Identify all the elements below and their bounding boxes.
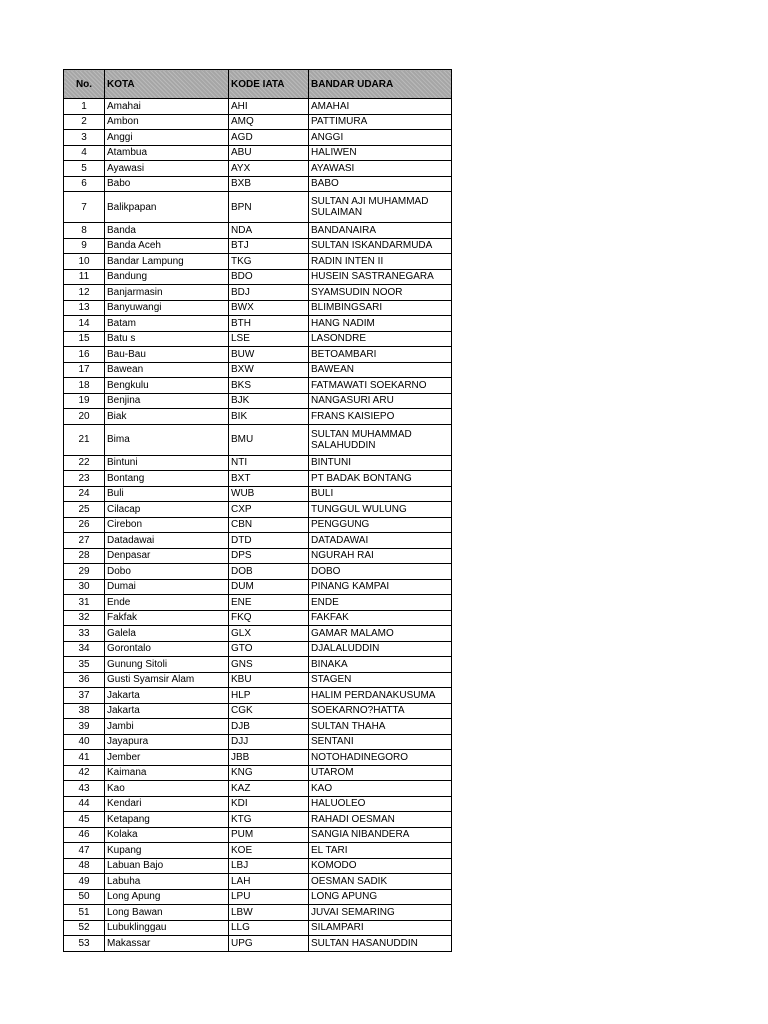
cell-kota: Labuan Bajo [105, 858, 229, 874]
table-row [64, 192, 452, 223]
cell-bandar-udara: AMAHAI [309, 99, 452, 115]
cell-kota: Datadawai [105, 533, 229, 549]
cell-no: 51 [64, 905, 105, 921]
cell-no: 52 [64, 920, 105, 936]
cell-bandar-udara: FRANS KAISIEPO [309, 409, 452, 425]
table-row [64, 874, 452, 890]
cell-kode-iata: BWX [229, 300, 309, 316]
table-row [64, 533, 452, 549]
cell-kode-iata: GTO [229, 641, 309, 657]
table-row [64, 905, 452, 921]
cell-no: 53 [64, 936, 105, 952]
cell-kota: Dumai [105, 579, 229, 595]
cell-kode-iata: DJJ [229, 734, 309, 750]
cell-bandar-udara: PINANG KAMPAI [309, 579, 452, 595]
cell-kode-iata: LLG [229, 920, 309, 936]
cell-bandar-udara: PATTIMURA [309, 114, 452, 130]
table-row [64, 161, 452, 177]
table-row [64, 285, 452, 301]
cell-kode-iata: LPU [229, 889, 309, 905]
cell-kode-iata: KOE [229, 843, 309, 859]
cell-kode-iata: UPG [229, 936, 309, 952]
table-row [64, 145, 452, 161]
cell-bandar-udara: PENGGUNG [309, 517, 452, 533]
cell-kota: Cirebon [105, 517, 229, 533]
cell-kode-iata: TKG [229, 254, 309, 270]
cell-bandar-udara: ANGGI [309, 130, 452, 146]
table-row [64, 347, 452, 363]
table-row [64, 889, 452, 905]
cell-kota: Biak [105, 409, 229, 425]
header-row [64, 70, 452, 99]
cell-no: 35 [64, 657, 105, 673]
table-row [64, 626, 452, 642]
cell-bandar-udara: UTAROM [309, 765, 452, 781]
cell-no: 31 [64, 595, 105, 611]
cell-bandar-udara: LASONDRE [309, 331, 452, 347]
cell-bandar-udara: BLIMBINGSARI [309, 300, 452, 316]
table-row [64, 564, 452, 580]
cell-bandar-udara: OESMAN SADIK [309, 874, 452, 890]
cell-kode-iata: AYX [229, 161, 309, 177]
cell-bandar-udara: KOMODO [309, 858, 452, 874]
cell-kode-iata: BMU [229, 424, 309, 455]
cell-kode-iata: FKQ [229, 610, 309, 626]
cell-bandar-udara: JUVAI SEMARING [309, 905, 452, 921]
table-row [64, 641, 452, 657]
table-row [64, 424, 452, 455]
cell-bandar-udara: BINAKA [309, 657, 452, 673]
cell-kota: Batu s [105, 331, 229, 347]
cell-bandar-udara: STAGEN [309, 672, 452, 688]
table-row [64, 579, 452, 595]
cell-kota: Amahai [105, 99, 229, 115]
cell-kota: Benjina [105, 393, 229, 409]
cell-bandar-udara: SOEKARNO?HATTA [309, 703, 452, 719]
cell-kota: Jember [105, 750, 229, 766]
cell-no: 8 [64, 223, 105, 239]
cell-no: 6 [64, 176, 105, 192]
cell-kota: Galela [105, 626, 229, 642]
cell-kode-iata: PUM [229, 827, 309, 843]
cell-kota: Kao [105, 781, 229, 797]
cell-kode-iata: KAZ [229, 781, 309, 797]
cell-kode-iata: LBJ [229, 858, 309, 874]
cell-kota: Fakfak [105, 610, 229, 626]
cell-no: 48 [64, 858, 105, 874]
cell-no: 22 [64, 455, 105, 471]
cell-no: 36 [64, 672, 105, 688]
table-row [64, 610, 452, 626]
cell-bandar-udara: TUNGGUL WULUNG [309, 502, 452, 518]
cell-no: 49 [64, 874, 105, 890]
cell-no: 17 [64, 362, 105, 378]
cell-kode-iata: DUM [229, 579, 309, 595]
cell-no: 12 [64, 285, 105, 301]
cell-no: 42 [64, 765, 105, 781]
cell-kota: Bengkulu [105, 378, 229, 394]
table-row [64, 734, 452, 750]
cell-kode-iata: HLP [229, 688, 309, 704]
cell-no: 40 [64, 734, 105, 750]
cell-kota: Kupang [105, 843, 229, 859]
table-row [64, 316, 452, 332]
cell-kota: Bau-Bau [105, 347, 229, 363]
cell-kode-iata: BJK [229, 393, 309, 409]
header-no: No. [64, 70, 105, 99]
cell-no: 28 [64, 548, 105, 564]
cell-kota: Lubuklinggau [105, 920, 229, 936]
cell-no: 46 [64, 827, 105, 843]
cell-bandar-udara: HUSEIN SASTRANEGARA [309, 269, 452, 285]
table-row [64, 362, 452, 378]
table-row [64, 657, 452, 673]
cell-kota: Gunung Sitoli [105, 657, 229, 673]
table-row [64, 595, 452, 611]
cell-kode-iata: AGD [229, 130, 309, 146]
cell-bandar-udara: SULTAN ISKANDARMUDA [309, 238, 452, 254]
cell-bandar-udara: SENTANI [309, 734, 452, 750]
table-row [64, 502, 452, 518]
cell-kota: Bandung [105, 269, 229, 285]
cell-kode-iata: KNG [229, 765, 309, 781]
cell-no: 33 [64, 626, 105, 642]
table-row [64, 781, 452, 797]
cell-kota: Banda [105, 223, 229, 239]
cell-kode-iata: GNS [229, 657, 309, 673]
cell-no: 14 [64, 316, 105, 332]
cell-no: 18 [64, 378, 105, 394]
cell-kode-iata: CGK [229, 703, 309, 719]
cell-bandar-udara: EL TARI [309, 843, 452, 859]
cell-kode-iata: LAH [229, 874, 309, 890]
cell-kota: Babo [105, 176, 229, 192]
table-row [64, 409, 452, 425]
cell-kota: Ambon [105, 114, 229, 130]
cell-bandar-udara: SULTAN HASANUDDIN [309, 936, 452, 952]
cell-kota: Jambi [105, 719, 229, 735]
cell-kota: Gusti Syamsir Alam [105, 672, 229, 688]
cell-bandar-udara: BANDANAIRA [309, 223, 452, 239]
table-header [64, 70, 452, 99]
cell-kode-iata: LSE [229, 331, 309, 347]
table-row [64, 471, 452, 487]
cell-kode-iata: NTI [229, 455, 309, 471]
cell-kode-iata: CBN [229, 517, 309, 533]
cell-no: 19 [64, 393, 105, 409]
cell-bandar-udara: SYAMSUDIN NOOR [309, 285, 452, 301]
cell-kode-iata: ENE [229, 595, 309, 611]
cell-no: 10 [64, 254, 105, 270]
cell-no: 9 [64, 238, 105, 254]
cell-kota: Banjarmasin [105, 285, 229, 301]
table-row [64, 672, 452, 688]
cell-kota: Balikpapan [105, 192, 229, 223]
cell-no: 7 [64, 192, 105, 223]
cell-no: 39 [64, 719, 105, 735]
table-row [64, 269, 452, 285]
cell-no: 15 [64, 331, 105, 347]
table-row [64, 920, 452, 936]
cell-bandar-udara: HALUOLEO [309, 796, 452, 812]
cell-no: 34 [64, 641, 105, 657]
cell-kota: Bima [105, 424, 229, 455]
cell-bandar-udara: HALIWEN [309, 145, 452, 161]
table-row [64, 750, 452, 766]
cell-kode-iata: DPS [229, 548, 309, 564]
cell-kota: Dobo [105, 564, 229, 580]
cell-no: 20 [64, 409, 105, 425]
table-row [64, 688, 452, 704]
cell-kode-iata: DTD [229, 533, 309, 549]
cell-bandar-udara: KAO [309, 781, 452, 797]
cell-kode-iata: BDO [229, 269, 309, 285]
cell-kode-iata: WUB [229, 486, 309, 502]
cell-kode-iata: BXW [229, 362, 309, 378]
table-row [64, 548, 452, 564]
cell-kota: Buli [105, 486, 229, 502]
header-kota: KOTA [105, 70, 229, 99]
table-row [64, 703, 452, 719]
cell-no: 25 [64, 502, 105, 518]
cell-kode-iata: BDJ [229, 285, 309, 301]
cell-bandar-udara: PT BADAK BONTANG [309, 471, 452, 487]
table-row [64, 796, 452, 812]
cell-kota: Ketapang [105, 812, 229, 828]
table-row [64, 843, 452, 859]
cell-kode-iata: DJB [229, 719, 309, 735]
cell-kota: Jakarta [105, 703, 229, 719]
cell-no: 21 [64, 424, 105, 455]
table-row [64, 719, 452, 735]
cell-no: 32 [64, 610, 105, 626]
cell-bandar-udara: DOBO [309, 564, 452, 580]
cell-no: 27 [64, 533, 105, 549]
cell-kota: Banyuwangi [105, 300, 229, 316]
cell-kode-iata: BXT [229, 471, 309, 487]
cell-kota: Bandar Lampung [105, 254, 229, 270]
table-row [64, 254, 452, 270]
cell-bandar-udara: LONG APUNG [309, 889, 452, 905]
cell-kode-iata: DOB [229, 564, 309, 580]
cell-bandar-udara: FATMAWATI SOEKARNO [309, 378, 452, 394]
cell-no: 43 [64, 781, 105, 797]
table-row [64, 378, 452, 394]
cell-kota: Kaimana [105, 765, 229, 781]
cell-kota: Long Bawan [105, 905, 229, 921]
cell-no: 26 [64, 517, 105, 533]
cell-kota: Gorontalo [105, 641, 229, 657]
cell-bandar-udara: GAMAR MALAMO [309, 626, 452, 642]
cell-no: 23 [64, 471, 105, 487]
cell-bandar-udara: DJALALUDDIN [309, 641, 452, 657]
cell-no: 24 [64, 486, 105, 502]
cell-no: 47 [64, 843, 105, 859]
cell-bandar-udara: SANGIA NIBANDERA [309, 827, 452, 843]
cell-kota: Ende [105, 595, 229, 611]
cell-kode-iata: ABU [229, 145, 309, 161]
cell-bandar-udara: ENDE [309, 595, 452, 611]
cell-no: 3 [64, 130, 105, 146]
table-row [64, 223, 452, 239]
header-bandar-udara: BANDAR UDARA [309, 70, 452, 99]
cell-kota: Ayawasi [105, 161, 229, 177]
table-row [64, 765, 452, 781]
table-row [64, 486, 452, 502]
cell-no: 37 [64, 688, 105, 704]
cell-kota: Bintuni [105, 455, 229, 471]
cell-kode-iata: KTG [229, 812, 309, 828]
cell-kode-iata: BUW [229, 347, 309, 363]
cell-bandar-udara: SULTAN THAHA [309, 719, 452, 735]
cell-kota: Cilacap [105, 502, 229, 518]
cell-kota: Kolaka [105, 827, 229, 843]
table-row [64, 827, 452, 843]
cell-no: 41 [64, 750, 105, 766]
cell-bandar-udara: NANGASURI ARU [309, 393, 452, 409]
cell-no: 2 [64, 114, 105, 130]
cell-kode-iata: GLX [229, 626, 309, 642]
cell-bandar-udara: BINTUNI [309, 455, 452, 471]
cell-bandar-udara: DATADAWAI [309, 533, 452, 549]
cell-kota: Bawean [105, 362, 229, 378]
cell-bandar-udara: SULTAN MUHAMMAD SALAHUDDIN [309, 424, 452, 455]
cell-kota: Atambua [105, 145, 229, 161]
cell-kota: Denpasar [105, 548, 229, 564]
cell-kota: Labuha [105, 874, 229, 890]
cell-kode-iata: AMQ [229, 114, 309, 130]
cell-kode-iata: BPN [229, 192, 309, 223]
table-row [64, 858, 452, 874]
cell-kota: Banda Aceh [105, 238, 229, 254]
cell-no: 50 [64, 889, 105, 905]
cell-kode-iata: LBW [229, 905, 309, 921]
cell-kode-iata: BTJ [229, 238, 309, 254]
cell-no: 29 [64, 564, 105, 580]
cell-bandar-udara: BETOAMBARI [309, 347, 452, 363]
table-row [64, 812, 452, 828]
table-body [64, 99, 452, 952]
cell-bandar-udara: HALIM PERDANAKUSUMA [309, 688, 452, 704]
cell-bandar-udara: NGURAH RAI [309, 548, 452, 564]
cell-no: 1 [64, 99, 105, 115]
cell-kota: Jakarta [105, 688, 229, 704]
cell-no: 11 [64, 269, 105, 285]
table-row [64, 936, 452, 952]
cell-kode-iata: NDA [229, 223, 309, 239]
cell-bandar-udara: AYAWASI [309, 161, 452, 177]
table-row [64, 517, 452, 533]
cell-kode-iata: BTH [229, 316, 309, 332]
cell-no: 38 [64, 703, 105, 719]
cell-bandar-udara: RAHADI OESMAN [309, 812, 452, 828]
table-row [64, 455, 452, 471]
cell-kota: Bontang [105, 471, 229, 487]
cell-no: 45 [64, 812, 105, 828]
cell-kode-iata: AHI [229, 99, 309, 115]
cell-kota: Kendari [105, 796, 229, 812]
table-row [64, 393, 452, 409]
cell-no: 30 [64, 579, 105, 595]
cell-kode-iata: BIK [229, 409, 309, 425]
cell-kode-iata: BXB [229, 176, 309, 192]
cell-bandar-udara: SILAMPARI [309, 920, 452, 936]
cell-bandar-udara: BABO [309, 176, 452, 192]
cell-kota: Long Apung [105, 889, 229, 905]
table-row [64, 114, 452, 130]
cell-bandar-udara: RADIN INTEN II [309, 254, 452, 270]
cell-kota: Jayapura [105, 734, 229, 750]
table-row [64, 130, 452, 146]
cell-kode-iata: KBU [229, 672, 309, 688]
cell-kota: Batam [105, 316, 229, 332]
header-kode-iata: KODE IATA [229, 70, 309, 99]
cell-no: 13 [64, 300, 105, 316]
cell-no: 5 [64, 161, 105, 177]
cell-kode-iata: CXP [229, 502, 309, 518]
cell-no: 44 [64, 796, 105, 812]
table-row [64, 300, 452, 316]
cell-kota: Anggi [105, 130, 229, 146]
airport-table [63, 69, 452, 952]
cell-bandar-udara: NOTOHADINEGORO [309, 750, 452, 766]
table-row [64, 331, 452, 347]
cell-kode-iata: BKS [229, 378, 309, 394]
cell-kode-iata: KDI [229, 796, 309, 812]
cell-bandar-udara: SULTAN AJI MUHAMMAD SULAIMAN [309, 192, 452, 223]
cell-kota: Makassar [105, 936, 229, 952]
cell-kode-iata: JBB [229, 750, 309, 766]
cell-no: 4 [64, 145, 105, 161]
table-row [64, 176, 452, 192]
cell-bandar-udara: BULI [309, 486, 452, 502]
cell-bandar-udara: HANG NADIM [309, 316, 452, 332]
table-row [64, 99, 452, 115]
cell-bandar-udara: FAKFAK [309, 610, 452, 626]
cell-bandar-udara: BAWEAN [309, 362, 452, 378]
cell-no: 16 [64, 347, 105, 363]
table-row [64, 238, 452, 254]
